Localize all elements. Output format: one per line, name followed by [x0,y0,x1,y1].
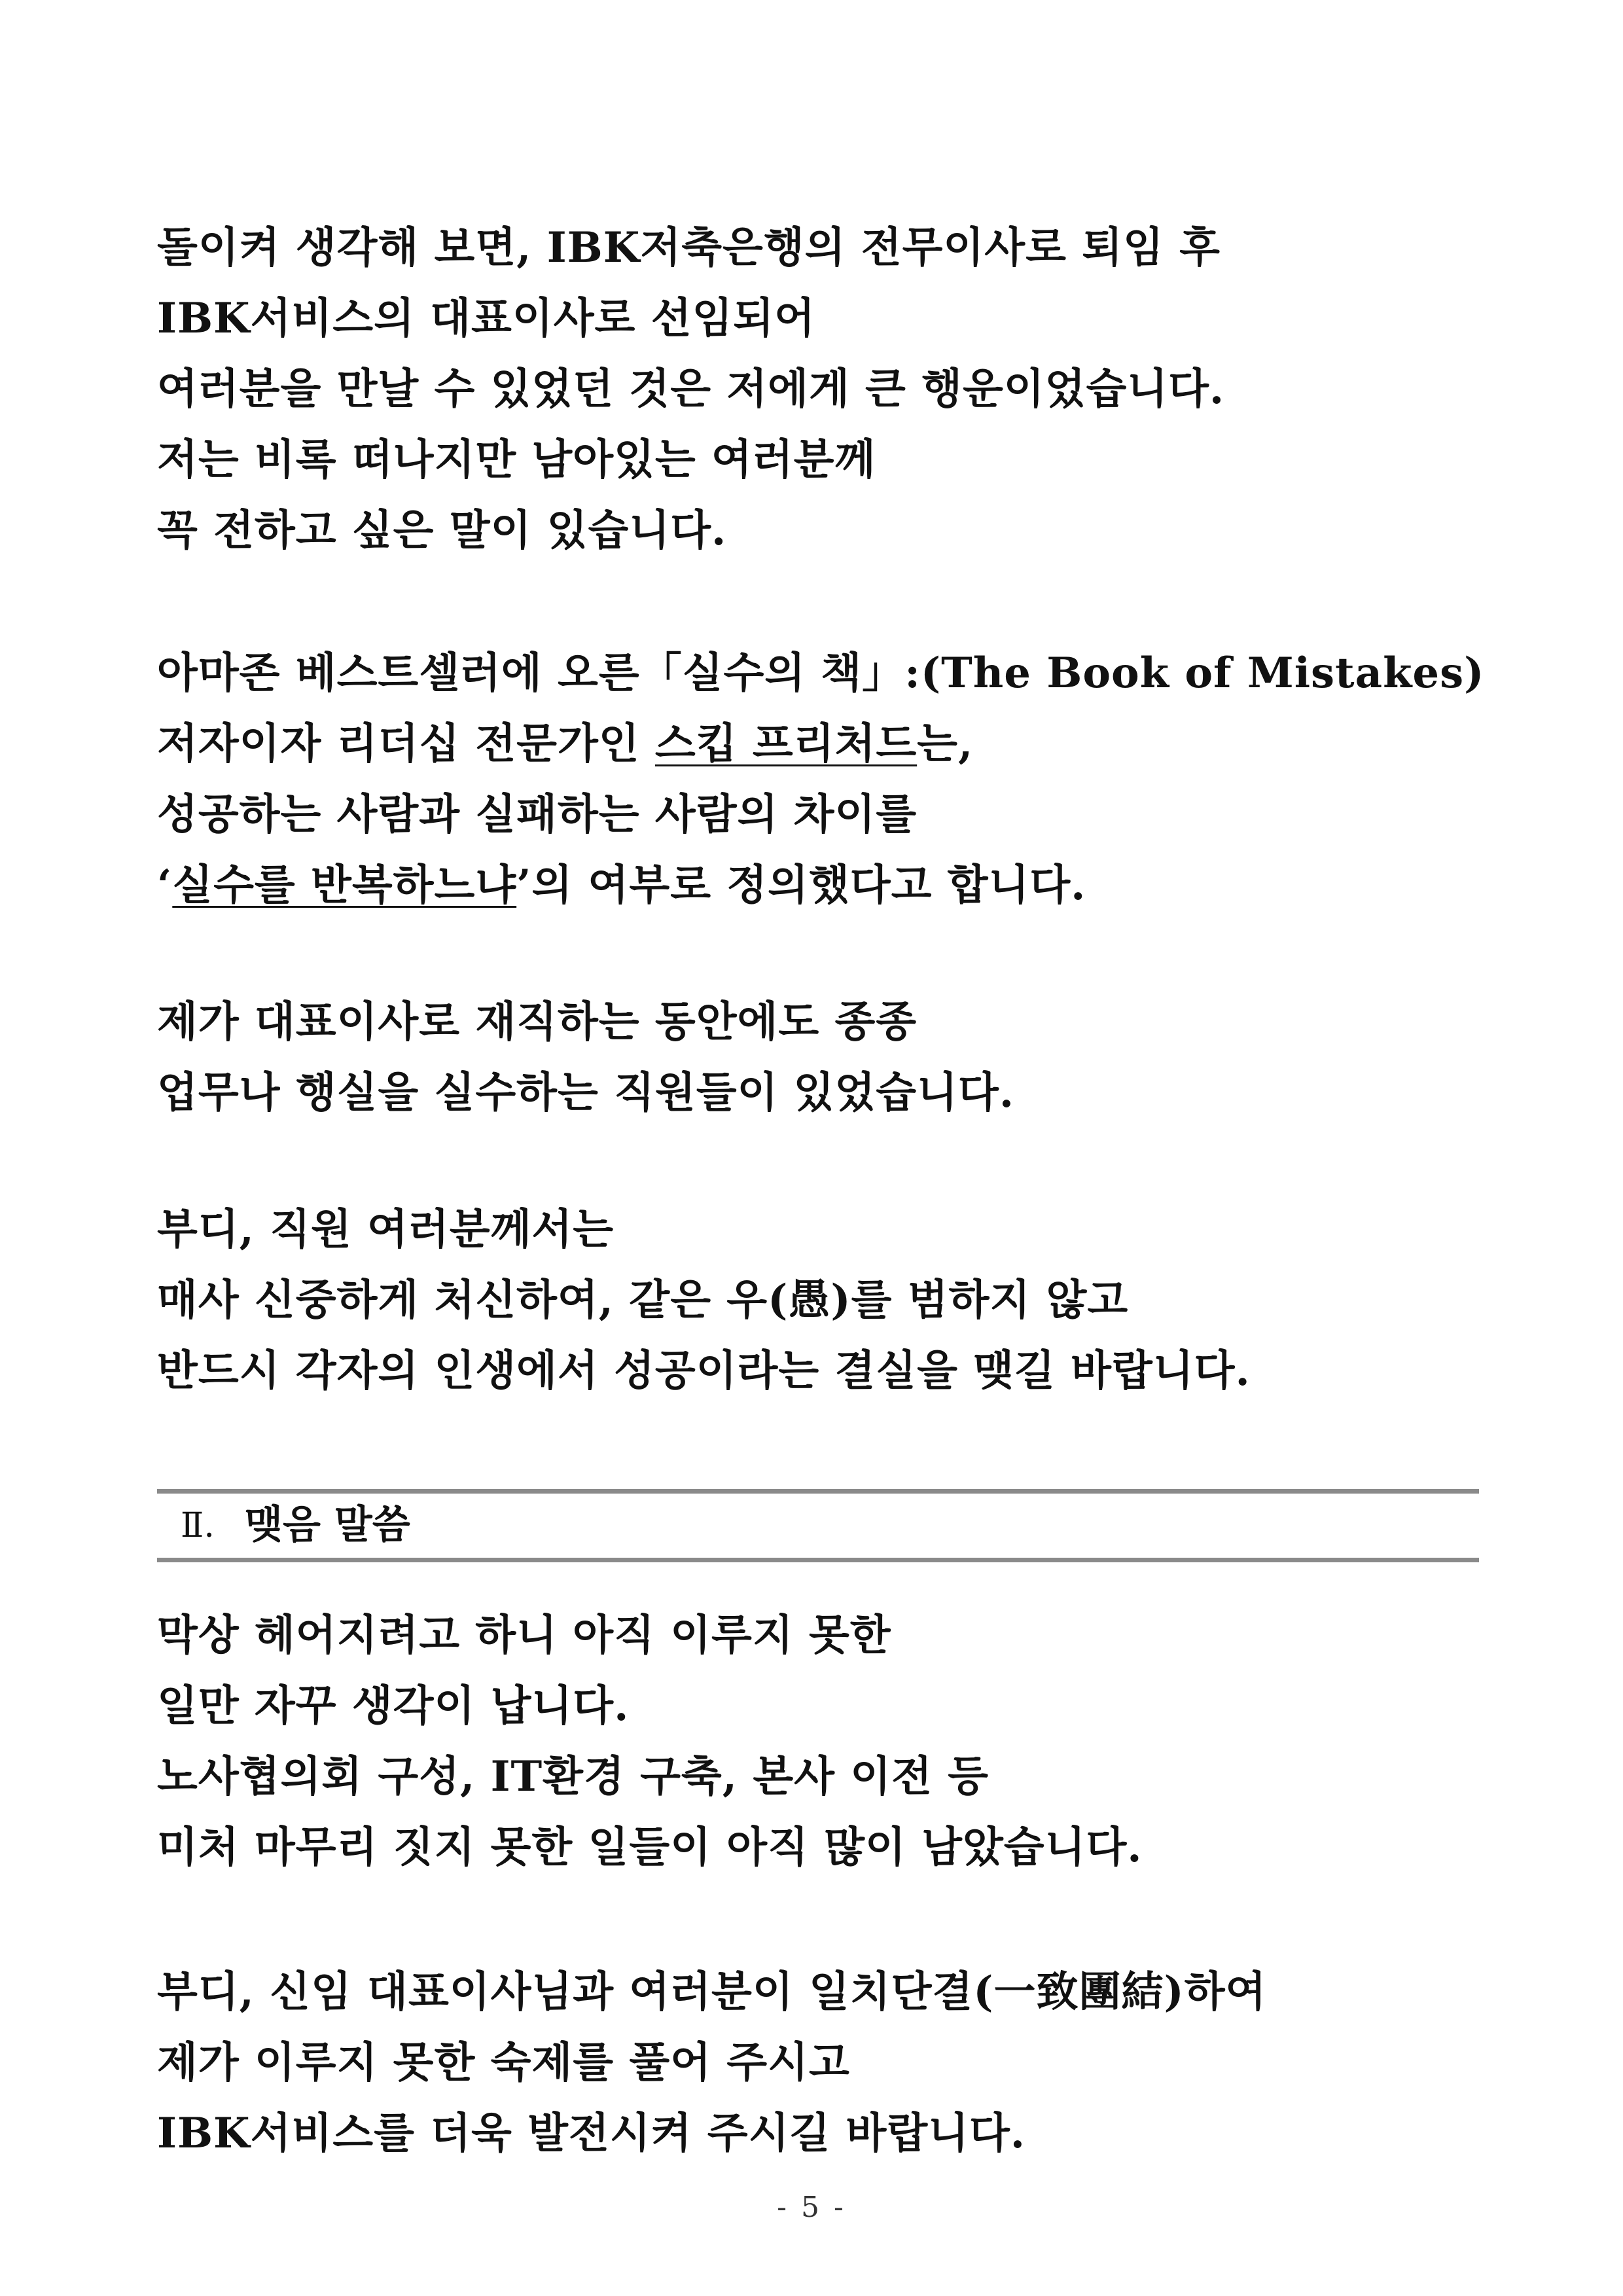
text-line: 아마존 베스트셀러에 오른「실수의 책」:(The Book of Mistakes) [157,649,1485,698]
text-line: 여러분을 만날 수 있었던 것은 저에게 큰 행운이었습니다. [157,365,1225,414]
text-line: 부디, 신임 대표이사님과 여러분이 일치단결(一致團結)하여 [157,1967,1267,2017]
text-line: 저는 비록 떠나지만 남아있는 여러분께 [157,435,876,484]
paragraph-retirement-reflection [157,213,1479,566]
text-line: 매사 신중하게 처신하여, 같은 우(愚)를 범하지 않고 [157,1276,1129,1325]
underlined-phrase: 실수를 반복하느냐 [172,861,517,910]
text-line: IBK서비스를 더욱 발전시켜 주시길 바랍니다. [157,2109,1026,2158]
text-line: IBK서비스의 대표이사로 선임되어 [157,294,815,343]
text-line: 성공하는 사람과 실패하는 사람의 차이를 [157,790,918,839]
section-number: Ⅱ. [181,1506,215,1545]
text-line [157,709,1479,780]
text-line: 꼭 전하고 싶은 말이 있습니다. [157,506,727,555]
text-line [157,850,1479,921]
text-line: 돌이켜 생각해 보면, IBK저축은행의 전무이사로 퇴임 후 [157,223,1221,272]
text-segment: 저자이자 리더십 전문가인 [157,719,655,768]
text-line: 반드시 각자의 인생에서 성공이라는 결실을 맺길 바랍니다. [157,1346,1251,1395]
paragraph-staff-mistakes [157,987,1479,1128]
text-segment: 는, [917,719,974,768]
text-line: 제가 대표이사로 재직하는 동안에도 종종 [157,997,918,1047]
text-line: 노사협의회 구성, IT환경 구축, 본사 이전 등 [157,1752,989,1801]
section-header-closing-remarks [157,1489,1479,1562]
text-line: 미처 마무리 짓지 못한 일들이 아직 많이 남았습니다. [157,1823,1143,1872]
text-line: 막상 헤어지려고 하니 아직 이루지 못한 [157,1611,891,1660]
text-line: 업무나 행실을 실수하는 직원들이 있었습니다. [157,1068,1015,1117]
text-segment: ‘ [157,861,173,910]
paragraph-advice [157,1194,1479,1407]
paragraph-book-of-mistakes [157,638,1485,921]
page-number: - 5 - [777,2191,846,2224]
underlined-author-name: 스킵 프리처드 [654,719,918,768]
paragraph-unfinished-work [157,1600,1479,1883]
text-line: 일만 자꾸 생각이 납니다. [157,1681,630,1731]
text-segment: ’의 여부로 정의했다고 합니다. [516,861,1086,910]
section-title: 맺음 말씀 [245,1502,410,1548]
text-line: 제가 이루지 못한 숙제를 풀어 주시고 [157,2038,850,2087]
paragraph-final-wishes [157,1957,1479,2169]
text-line: 부디, 직원 여러분께서는 [157,1205,615,1254]
